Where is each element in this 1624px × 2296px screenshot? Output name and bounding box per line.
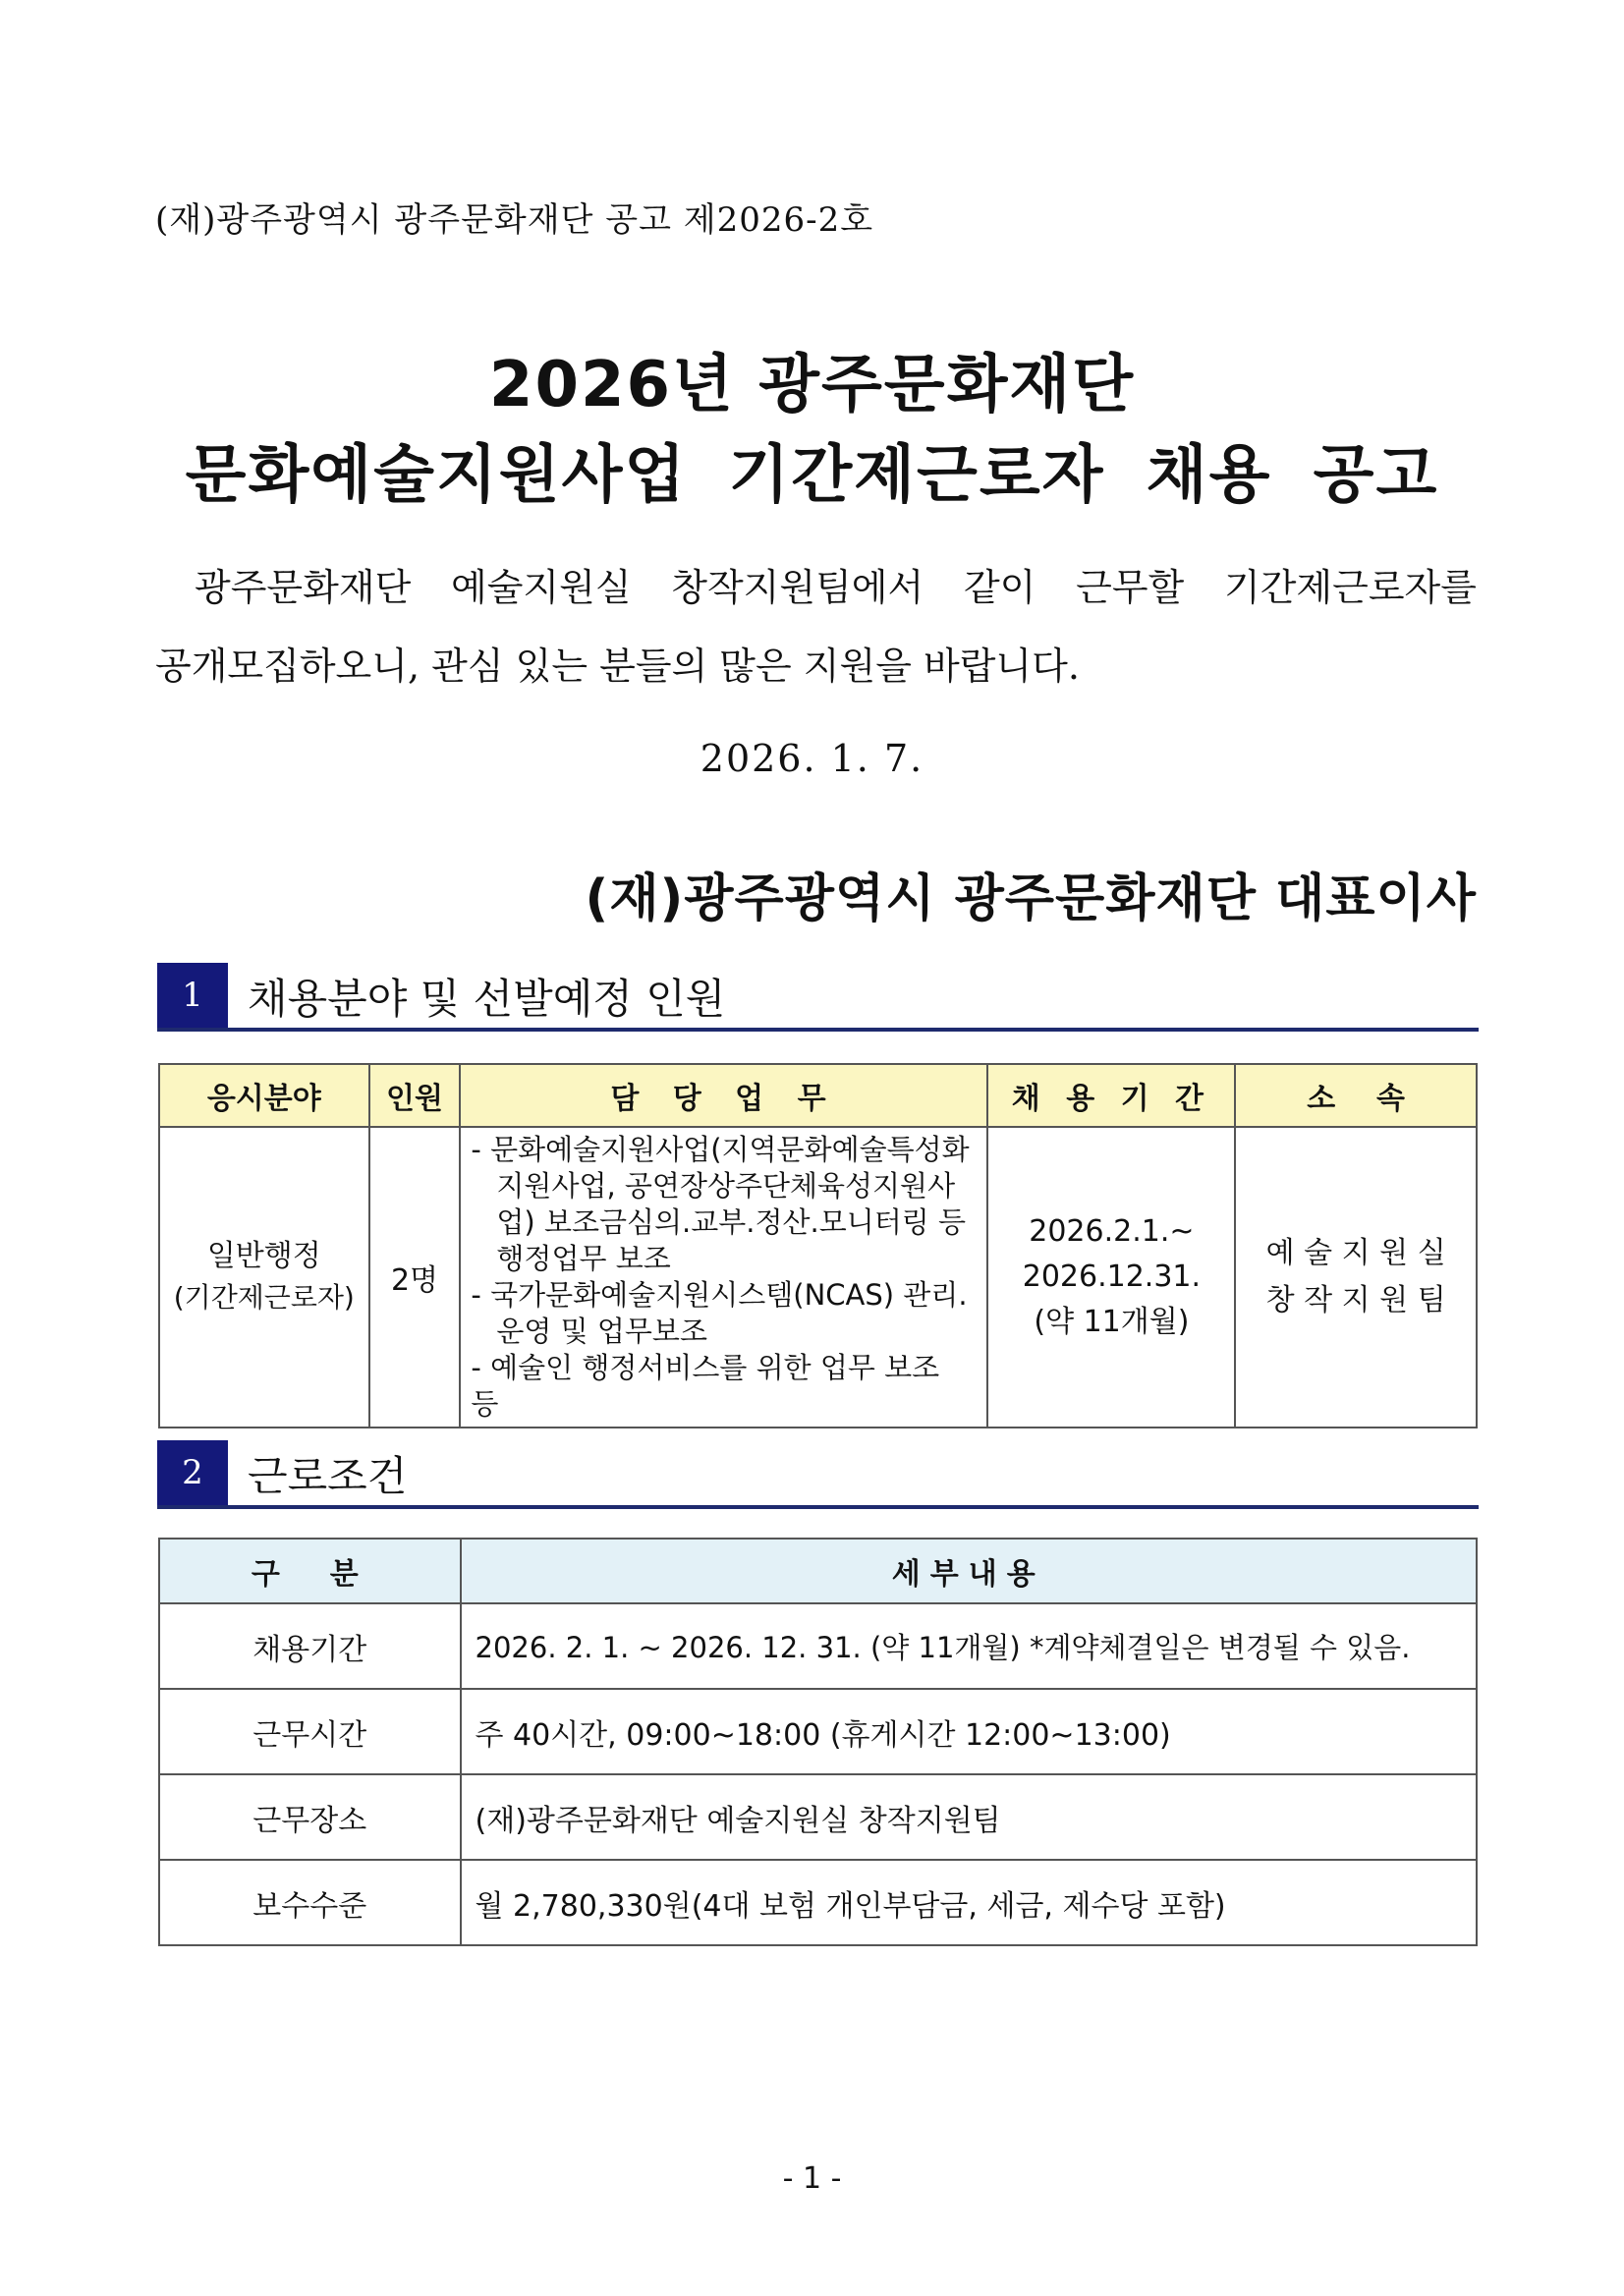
condition-label: 근무장소 xyxy=(159,1774,461,1860)
intro-word: 같이 xyxy=(963,566,1036,609)
duty-item: - 국가문화예술지원시스템(NCAS) 관리.운영 및 업무보조 xyxy=(471,1278,968,1348)
condition-label: 보수수준 xyxy=(159,1860,461,1945)
dept-office: 예 술 지 원 실 xyxy=(1265,1236,1446,1270)
duties-cell xyxy=(460,1127,987,1428)
table-row xyxy=(159,1689,1477,1774)
dept-cell xyxy=(1235,1127,1477,1428)
section1-number: 1 xyxy=(157,963,228,1028)
intro-word: 창작지원팀에서 xyxy=(671,566,924,609)
working-conditions-table xyxy=(158,1538,1478,1946)
dept-team: 창 작 지 원 팀 xyxy=(1265,1283,1446,1317)
intro-line1 xyxy=(155,548,1477,627)
condition-value: 2026. 2. 1. ~ 2026. 12. 31. (약 11개월) *계약체결일은 변경될 수 있음. xyxy=(461,1603,1477,1689)
header-count: 인원 xyxy=(369,1064,461,1127)
period-cell xyxy=(987,1127,1235,1428)
duty-item: - 예술인 행정서비스를 위한 업무 보조 등 xyxy=(471,1351,940,1421)
header-dept: 소 속 xyxy=(1235,1064,1477,1127)
header-period: 채 용 기 간 xyxy=(987,1064,1235,1127)
table-row xyxy=(159,1127,1477,1428)
field-cell xyxy=(159,1127,369,1428)
intro-word: 기간제근로자를 xyxy=(1223,566,1477,609)
duty-item: - 문화예술지원사업(지역문화예술특성화지원사업, 공연장상주단체육성지원사업) 보조금심의.교부.정산.모니터링 등 행정업무 보조 xyxy=(471,1133,970,1275)
count-cell: 2명 xyxy=(369,1127,461,1428)
section2-title: 근로조건 xyxy=(248,1452,408,1500)
intro-word: 예술지원실 xyxy=(450,566,632,609)
condition-value: (재)광주문화재단 예술지원실 창작지원팀 xyxy=(461,1774,1477,1860)
field-type: (기간제근로자) xyxy=(173,1281,355,1314)
header-category: 구 분 xyxy=(159,1539,461,1603)
table-row xyxy=(159,1774,1477,1860)
page-title-line2: 문화예술지원사업 기간제근로자 채용 공고 xyxy=(185,439,1439,512)
condition-value: 월 2,780,330원(4대 보험 개인부담금, 세금, 제수당 포함) xyxy=(461,1860,1477,1945)
table-row xyxy=(159,1860,1477,1945)
intro-word: 광주문화재단 xyxy=(195,566,412,609)
condition-label: 근무시간 xyxy=(159,1689,461,1774)
recruitment-table xyxy=(158,1063,1478,1428)
header-duties: 담 당 업 무 xyxy=(460,1064,987,1127)
section2-number: 2 xyxy=(157,1440,228,1505)
header-details: 세부내용 xyxy=(461,1539,1477,1603)
field-name: 일반행정 xyxy=(206,1239,321,1273)
intro-line2: 공개모집하오니, 관심 있는 분들의 많은 지원을 바랍니다. xyxy=(155,644,1080,688)
section2-heading xyxy=(157,1440,1479,1509)
period-end: 2026.12.31. xyxy=(1022,1260,1202,1294)
period-start: 2026.2.1.~ xyxy=(1029,1214,1195,1249)
condition-label: 채용기간 xyxy=(159,1603,461,1689)
condition-value: 주 40시간, 09:00~18:00 (휴게시간 12:00~13:00) xyxy=(461,1689,1477,1774)
intro-word: 근무할 xyxy=(1076,566,1185,609)
table-row xyxy=(159,1603,1477,1689)
header-field: 응시분야 xyxy=(159,1064,369,1127)
intro-paragraph xyxy=(155,548,1477,705)
signer: (재)광주광역시 광주문화재단 대표이사 xyxy=(585,869,1477,928)
page-title-line1: 2026년 광주문화재단 xyxy=(488,349,1136,421)
page-number: - 1 - xyxy=(782,2161,842,2196)
section1-title: 채용분야 및 선발예정 인원 xyxy=(248,975,726,1023)
period-duration: (약 11개월) xyxy=(1034,1305,1190,1339)
notice-number: (재)광주광역시 광주문화재단 공고 제2026-2호 xyxy=(155,200,874,240)
section1-heading xyxy=(157,963,1479,1032)
table-header-row xyxy=(159,1064,1477,1127)
table-header-row xyxy=(159,1539,1477,1603)
announcement-date: 2026. 1. 7. xyxy=(700,737,924,780)
